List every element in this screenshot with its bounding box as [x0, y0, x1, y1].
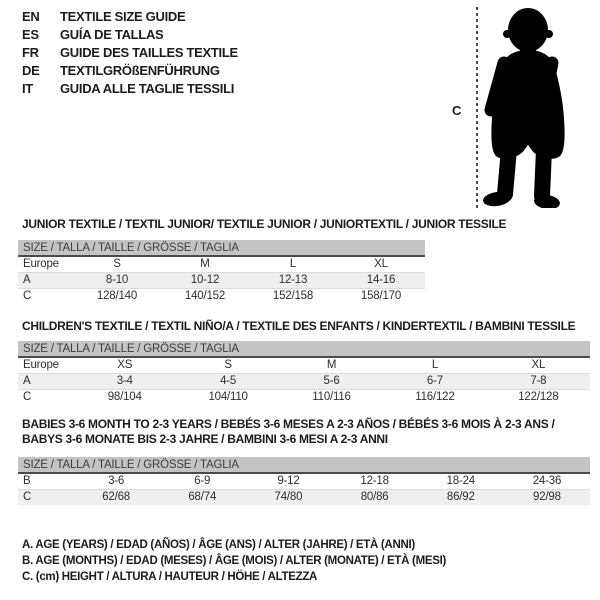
measurement-legend [22, 537, 446, 585]
table-cell: 12-13 [278, 274, 308, 286]
table-cell: 86/92 [446, 491, 475, 503]
language-code: DE [22, 63, 40, 78]
table-cell: 6-7 [426, 375, 443, 387]
babies-size-table [18, 457, 590, 505]
language-row [22, 44, 238, 62]
table-cell: 128/140 [96, 290, 138, 302]
table-cell: XS [117, 359, 133, 371]
table-cell: 74/80 [274, 491, 303, 503]
table-row [18, 489, 590, 505]
table-cell: 62/68 [102, 491, 130, 503]
language-title: TEXTILE SIZE GUIDE [60, 9, 186, 24]
row-label: B [23, 475, 31, 487]
junior-size-table [18, 240, 425, 304]
table-cell: 18-24 [446, 475, 475, 487]
table-cell: 4-5 [220, 375, 237, 387]
language-row [22, 62, 238, 80]
height-measure-label: C [452, 103, 462, 118]
table-row [18, 288, 425, 304]
babies-table-title: BABIES 3-6 MONTH TO 2-3 YEARS / BEBÉS 3-6 MESES A 2-3 AÑOS / BÉBÉS 3-6 MOIS À 2-3 ANS / BABYS 3-6 MONATE BIS 2-3 JAHRE / BAMBINI 3-6 MESI A 2-3 ANNI [22, 417, 555, 446]
table-cell: 12-18 [360, 475, 389, 487]
row-label: C [23, 491, 32, 503]
junior-table-title: JUNIOR TEXTILE / TEXTIL JUNIOR/ TEXTILE JUNIOR / JUNIORTEXTIL / JUNIOR TESSILE [22, 217, 507, 231]
table-cell: 158/170 [360, 290, 402, 302]
table-cell: 10-12 [190, 274, 220, 286]
language-code: ES [22, 27, 39, 42]
table-cell: XL [374, 258, 388, 270]
table-cell: L [431, 359, 439, 371]
height-reference-dashed-line [476, 7, 478, 208]
table-cell: XL [531, 359, 546, 371]
table-cell: M [200, 258, 210, 270]
language-row [22, 80, 238, 98]
size-header-bar: SIZE / TALLA / TAILLE / GRÖSSE / TAGLIA [18, 240, 425, 257]
table-cell: S [224, 359, 232, 371]
legend-line-c: C. (cm) HEIGHT / ALTURA / HAUTEUR / HÖHE / ALTEZZA [22, 571, 318, 583]
language-title: GUÍA DE TALLAS [60, 27, 164, 42]
language-row [22, 26, 238, 44]
legend-line-a: A. AGE (YEARS) / EDAD (AÑOS) / ÂGE (ANS) / ALTER (JAHRE) / ETÀ (ANNI) [22, 539, 415, 551]
legend-line-b: B. AGE (MONTHS) / EDAD (MESES) / ÂGE (MOIS) / ALTER (MONATE) / ETÀ (MESI) [22, 555, 447, 567]
babies-table-rows [18, 474, 590, 505]
table-cell: 92/98 [533, 491, 561, 503]
table-cell: 5-6 [323, 375, 340, 387]
table-cell: 68/74 [188, 491, 217, 503]
table-row [18, 373, 590, 389]
table-cell: 3-4 [116, 375, 133, 387]
row-label: Europe [23, 359, 59, 371]
table-cell: 3-6 [108, 475, 125, 487]
language-row [22, 8, 238, 26]
language-code: IT [22, 81, 33, 96]
table-cell: 6-9 [194, 475, 211, 487]
table-cell: 14-16 [366, 274, 396, 286]
row-label: A [23, 375, 31, 387]
table-cell: 98/104 [107, 391, 142, 403]
size-header-bar: SIZE / TALLA / TAILLE / GRÖSSE / TAGLIA [18, 457, 590, 474]
language-title: GUIDA ALLE TAGLIE TESSILI [60, 81, 235, 96]
row-label: C [23, 391, 32, 403]
children-table-title: CHILDREN'S TEXTILE / TEXTIL NIÑO/A / TEXTILE DES ENFANTS / KINDERTEXTIL / BAMBINI TESSILE [22, 319, 576, 333]
table-cell: M [326, 359, 337, 371]
table-cell: 140/152 [184, 290, 226, 302]
table-cell: S [113, 258, 121, 270]
table-cell: L [289, 258, 297, 270]
children-table-rows [18, 358, 590, 405]
table-cell: 24-36 [532, 475, 562, 487]
language-title: GUIDE DES TAILLES TEXTILE [60, 45, 238, 60]
language-code: EN [22, 9, 40, 24]
table-row [18, 358, 590, 373]
table-row [18, 474, 590, 489]
table-cell: 104/110 [208, 391, 248, 403]
table-cell: 8-10 [105, 274, 129, 286]
language-code: FR [22, 45, 39, 60]
table-cell: 116/122 [415, 391, 455, 403]
table-cell: 110/116 [312, 391, 351, 403]
table-cell: 9-12 [277, 475, 300, 487]
table-row [18, 272, 425, 288]
junior-table-rows [18, 257, 425, 304]
language-title: TEXTILGRÖßENFÜHRUNG [60, 63, 220, 78]
table-row [18, 257, 425, 272]
table-row [18, 389, 590, 405]
children-size-table [18, 341, 590, 405]
table-cell: 7-8 [530, 375, 547, 387]
row-label: A [23, 274, 31, 286]
table-cell: 152/158 [272, 290, 314, 302]
table-cell: 80/86 [360, 491, 389, 503]
size-header-bar: SIZE / TALLA / TAILLE / GRÖSSE / TAGLIA [18, 341, 590, 358]
language-list [22, 8, 238, 98]
row-label: C [23, 290, 32, 302]
table-cell: 122/128 [518, 391, 559, 403]
row-label: Europe [23, 258, 59, 270]
baby-silhouette-image [482, 6, 570, 208]
